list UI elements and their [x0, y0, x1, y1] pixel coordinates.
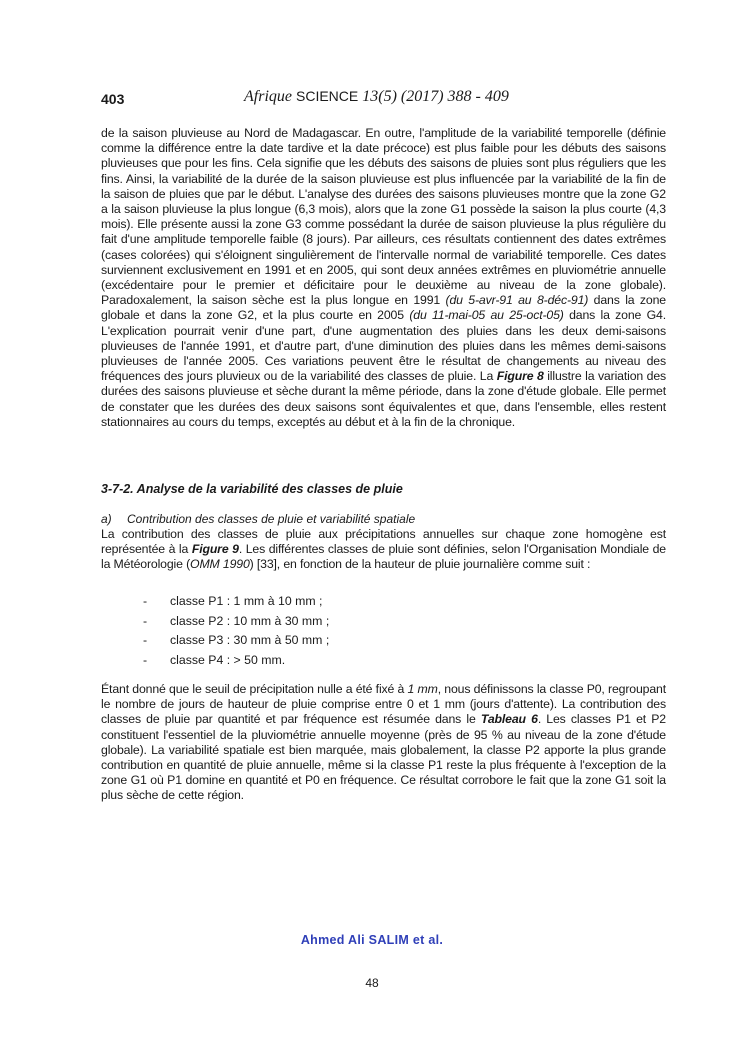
subsection-mark: a) — [101, 512, 112, 526]
journal-italic: Afrique — [244, 88, 292, 105]
p1-text-4: illustre la variation des durées des saisons pluvieuse et sèche durant la même période, dans la zone d'étude globale. Elle permet de constater que les durées des deux saisons sont équivalentes et que, dans l'ensemble, elles restent stationnaires au cours du temps, exceptés au début et à la fin de la chronique. — [101, 369, 667, 429]
list-item — [143, 651, 329, 671]
p3-text-3: . Les classes P1 et P2 constituent l'essentiel de la pluviométrie annuelle moyenne (près de 95 % au niveau de la zone d'étude globale). La variabilité spatiale est bien marquée, mais globalement, la classe P2 apporte la plus grande contribution en quantité de pluie annuelle, même si la classe P1 reste la plus fréquente à l'exception de la zone G1 où P1 domine en quantité et P0 en fréquence. Ce résultat corrobore le fait que la zone G1 soit la plus sèche de cette région. — [101, 712, 666, 803]
page-header — [101, 88, 643, 110]
p3-text-2: , nous définissons la classe P0, regroupant le nombre de jours de hauteur de pluie comprise entre 0 et 1 mm (jours d'attente). La contribution des classes de pluie par quantité et par fréquence est résumée dans le — [101, 682, 666, 727]
journal-ref: 13(5) (2017) 388 - 409 — [362, 88, 509, 105]
class-p1: classe P1 : 1 mm à 10 mm ; — [170, 594, 323, 608]
paragraph-2 — [101, 527, 666, 573]
header-page-number: 403 — [101, 91, 125, 107]
journal-name: SCIENCE — [296, 88, 359, 104]
paragraph-1 — [101, 126, 666, 430]
class-p2: classe P2 : 10 mm à 30 mm ; — [170, 613, 330, 628]
p3-text-1: Étant donné que le seuil de précipitation nulle a été fixé à — [101, 682, 408, 696]
footer-page-number: 48 — [365, 976, 379, 990]
p1-date-range-2005: (du 11-mai-05 au 25-oct-05) — [409, 308, 564, 323]
journal-title — [244, 88, 509, 106]
list-item — [143, 612, 329, 632]
figure-8-ref: Figure 8 — [496, 369, 544, 384]
omm-ref: OMM 1990 — [190, 557, 250, 572]
list-item — [143, 631, 329, 651]
p1-text-3: dans la zone G4. L'explication pourrait venir d'une part, d'une augmentation des pluies dans les deux demi-saisons pluvieuses de l'année 1991, et d'autre part, d'une diminution des pluies dans les mêmes demi-saisons pluvieuses de l'année 2005. Ces variations peuvent être le résultat de changements au niveau des fréquences des jours pluvieux ou de la variabilité des classes de pluie. La — [101, 308, 666, 384]
figure-9-ref: Figure 9 — [191, 542, 239, 557]
list-dash: - — [143, 594, 148, 608]
paragraph-3 — [101, 682, 666, 804]
class-p3: classe P3 : 30 mm à 50 mm ; — [170, 633, 330, 647]
list-dash: - — [143, 633, 148, 647]
list-dash: - — [143, 613, 148, 628]
table-6-ref: Tableau 6 — [480, 712, 538, 727]
p2-text-2: . Les différentes classes de pluie sont définies, selon l'Organisation Mondiale de la Météorologie ( — [101, 542, 666, 572]
p1-text-2: dans la zone globale et dans la zone G2, et la plus courte en 2005 — [101, 293, 666, 323]
subsection-heading — [101, 512, 415, 526]
section-heading: 3-7-2. Analyse de la variabilité des classes de pluie — [101, 482, 403, 496]
subsection-title: Contribution des classes de pluie et variabilité spatiale — [127, 512, 416, 526]
p1-date-range-1991: (du 5-avr-91 au 8-déc-91) — [445, 293, 589, 308]
rain-class-list — [143, 592, 329, 670]
footer-author: Ahmed Ali SALIM et al. — [300, 933, 444, 947]
p2-text-1: La contribution des classes de pluie aux précipitations annuelles sur chaque zone homogène est représentée à la — [101, 527, 666, 557]
threshold-value: 1 mm — [407, 682, 438, 696]
list-dash: - — [143, 652, 148, 667]
list-item — [143, 592, 329, 612]
p2-text-3: ) [33], en fonction de la hauteur de pluie journalière comme suit : — [249, 557, 591, 572]
p1-text-1: de la saison pluvieuse au Nord de Madagascar. En outre, l'amplitude de la variabilité temporelle (définie comme la différence entre la date tardive et la date précoce) est plus faible pour les débuts des saisons pluvieuses que pour les fins. Cela signifie que les débuts des saisons de pluies sont plus réguliers que les fins. Ainsi, la variabilité de la durée de la saison pluvieuse est plus influencée par la variabilité de la fin de la saison de pluies que par le début. L'analyse des durées des saisons pluvieuses montre que la zone G2 a la saison pluvieuse la plus longue (6,3 mois), alors que la zone G1 possède la saison la plus courte (4,3 mois). Elle présente aussi la zone G3 comme possédant la durée de saison pluvieuse la plus régulière du fait d'une amplitude temporelle faible (8 jours). Par ailleurs, ces résultats contiennent des dates extrêmes (cases colorées) qui s'éloignent singulièrement de l'intervalle normal de variabilité temporelle. Ces dates surviennent exclusivement en 1991 et en 2005, qui sont deux années extrêmes en pluviométrie annuelle (excédentaire pour le premier et déficitaire pour le deuxième au niveau de la zone globale). Paradoxalement, la saison sèche est la plus longue en 1991 — [101, 126, 666, 308]
class-p4: classe P4 : > 50 mm. — [170, 652, 286, 667]
